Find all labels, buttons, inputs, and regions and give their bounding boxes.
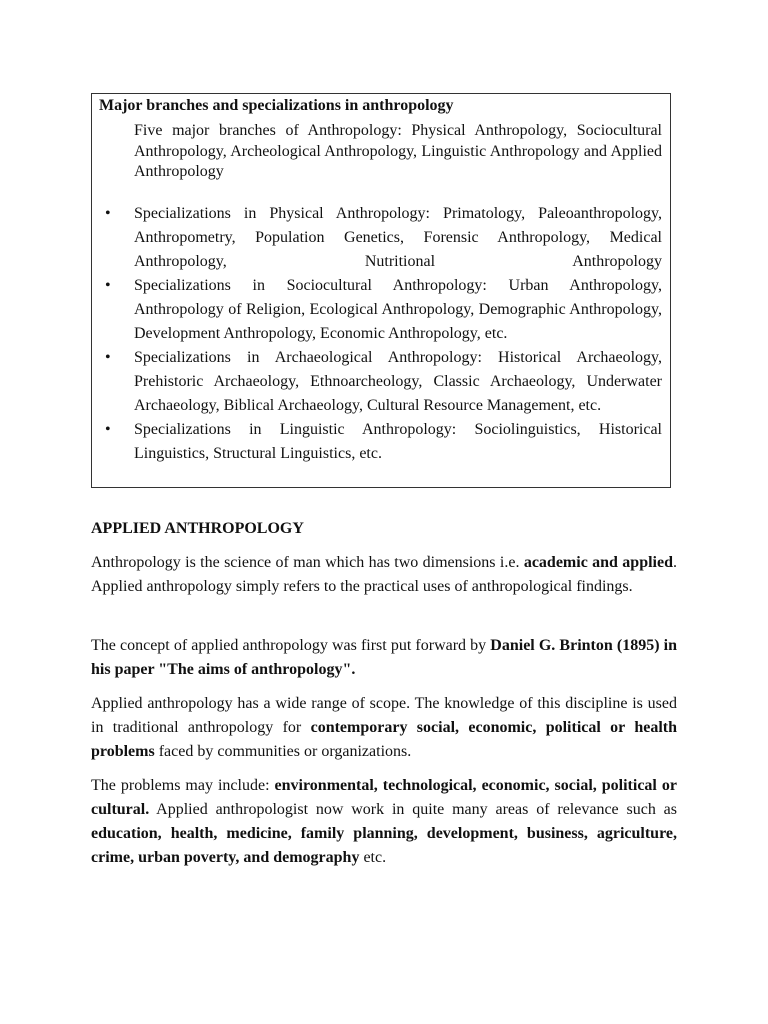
bullet-icon: • xyxy=(105,205,111,222)
paragraph-text: etc. xyxy=(359,849,387,866)
paragraph-text: The concept of applied anthropology was first put forward by xyxy=(91,637,491,654)
paragraph-text: . Applied anthropology simply refers to the practical uses of anthropological findings. xyxy=(91,554,677,595)
paragraph-text: The problems may include: xyxy=(91,777,275,794)
box-title: Major branches and specializations in anthropology xyxy=(99,97,454,114)
list-item xyxy=(92,346,670,418)
paragraph-origin xyxy=(91,634,677,682)
bullet-icon: • xyxy=(105,421,111,438)
list-item xyxy=(92,274,670,346)
list-item-text: Specializations in Linguistic Anthropology: Sociolinguistics, Historical Linguistics, Structural Linguistics, etc. xyxy=(134,421,662,462)
box-intro: Five major branches of Anthropology: Physical Anthropology, Sociocultural Anthropology, Archeological Anthropology, Linguistic Anthropology and Applied Anthropology xyxy=(134,122,662,180)
list-item-text: Specializations in Sociocultural Anthropology: Urban Anthropology, Anthropology of Religion, Ecological Anthropology, Demographic Anthropology, Development Anthropology, Economic Anthropology, etc. xyxy=(134,277,662,342)
bold-text: contemporary social, economic, political or health problems xyxy=(91,719,677,760)
list-item xyxy=(92,418,670,466)
bold-text: environmental, technological, economic, social, political or cultural. xyxy=(91,777,677,818)
paragraph-definition xyxy=(91,551,677,599)
section-heading: APPLIED ANTHROPOLOGY xyxy=(91,520,304,537)
bullet-icon: • xyxy=(105,277,111,294)
paragraph-text: Applied anthropologist now work in quite many areas of relevance such as xyxy=(149,801,677,818)
bold-text: education, health, medicine, family planning, development, business, agriculture, crime, urban poverty, and demography xyxy=(91,825,677,866)
specializations-list xyxy=(92,202,670,466)
paragraph-text: Applied anthropology has a wide range of scope. The knowledge of this discipline is used in traditional anthropology for xyxy=(91,695,677,736)
paragraph-text: Anthropology is the science of man which has two dimensions i.e. xyxy=(91,554,524,571)
list-item xyxy=(92,202,670,274)
bold-text: Daniel G. Brinton (1895) in his paper "The aims of anthropology". xyxy=(91,637,678,678)
list-item-text: Specializations in Physical Anthropology: Primatology, Paleoanthropology, Anthropometry, Population Genetics, Forensic Anthropology, Medical Anthropology, Nutritional Anthropology xyxy=(134,205,662,270)
paragraph-problems xyxy=(91,774,677,870)
list-item-text: Specializations in Archaeological Anthropology: Historical Archaeology, Prehistoric Archaeology, Ethnoarcheology, Classic Archaeology, Underwater Archaeology, Biblical Archaeology, Cultural Resource Management, etc. xyxy=(134,349,662,414)
paragraph-scope xyxy=(91,692,677,764)
paragraph-text: faced by communities or organizations. xyxy=(154,743,412,760)
branches-box xyxy=(91,93,671,488)
bold-text: academic and applied xyxy=(523,554,673,571)
bullet-icon: • xyxy=(105,349,111,366)
